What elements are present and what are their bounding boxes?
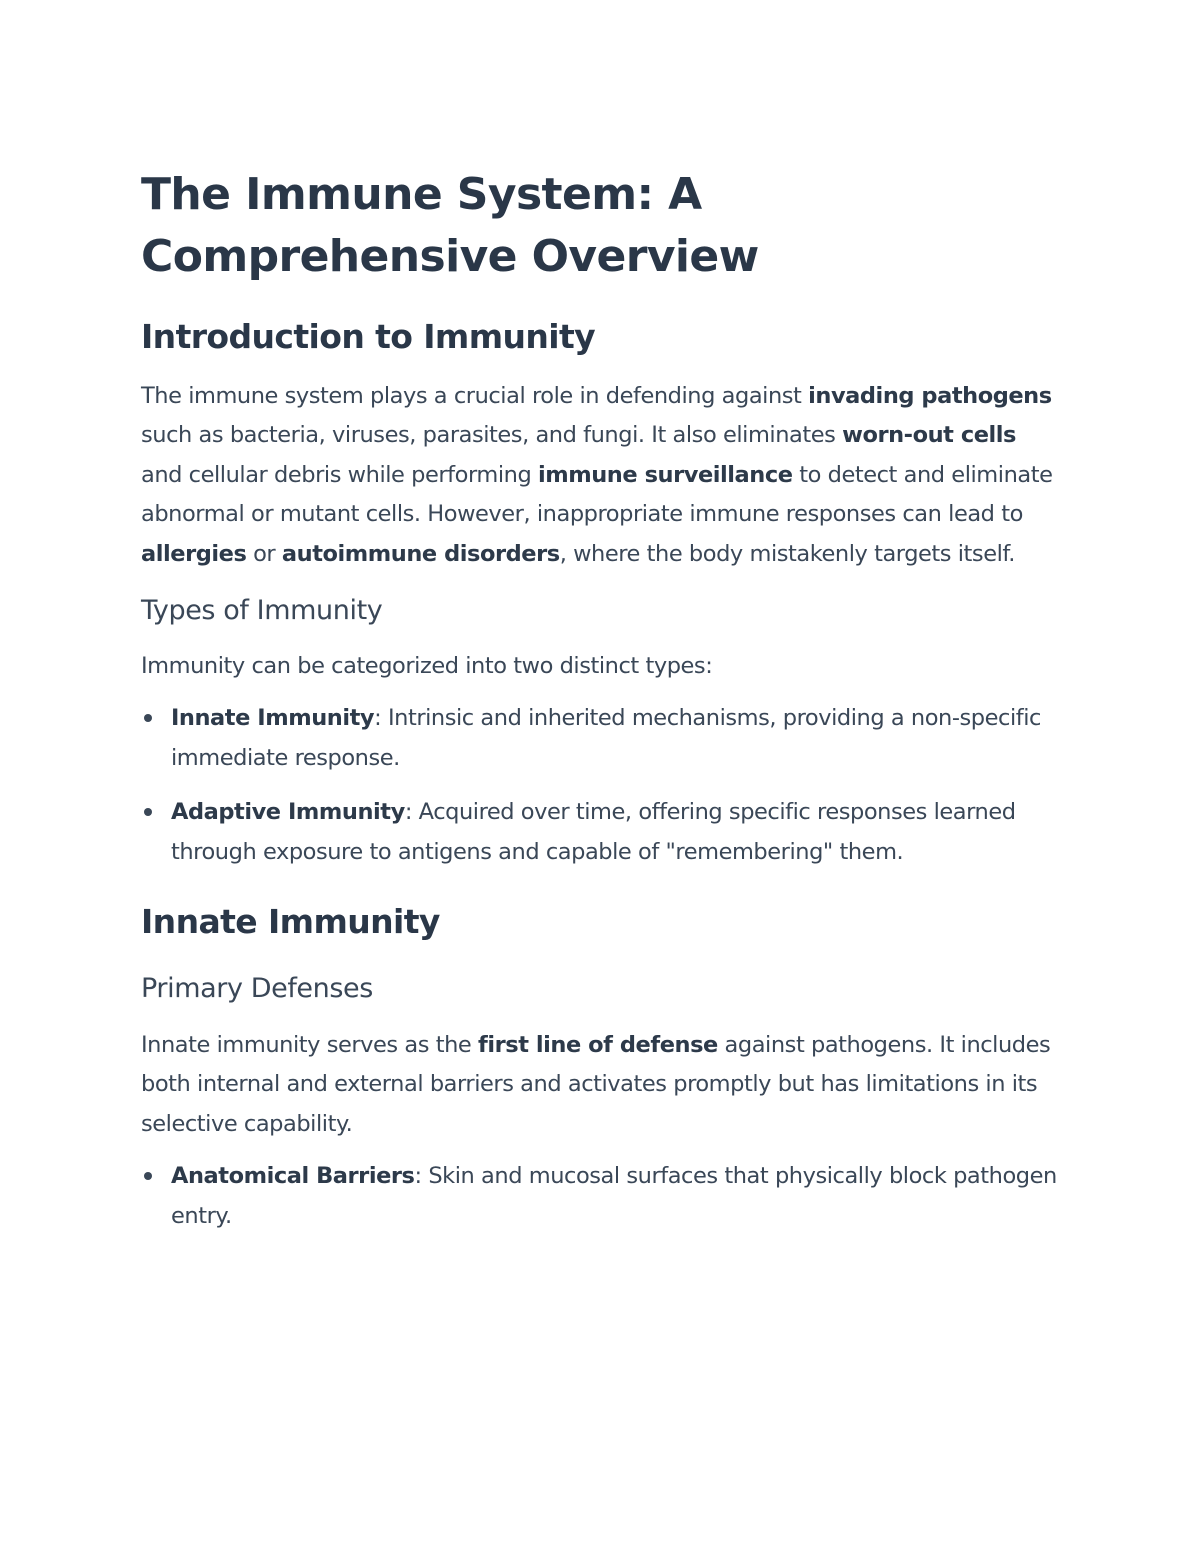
intro-paragraph <box>141 377 1060 574</box>
text-run: , where the body mistakenly targets itself. <box>559 540 1015 567</box>
heading-innate-immunity: Innate Immunity <box>141 902 440 942</box>
bullet-icon <box>144 1172 152 1180</box>
types-list <box>141 699 1060 872</box>
text-run: The immune system plays a crucial role in defending against <box>141 383 809 409</box>
text-run: against pathogens. It includes both internal and external barriers and activates promptly but has limitations in its selective capability. <box>141 1032 1051 1137</box>
innate-list <box>141 1157 1060 1236</box>
list-item-desc: : Acquired over time, offering specific responses learned through exposure to antigens and capable of "remembering" them. <box>171 799 1016 865</box>
bold-term: first line of defense <box>478 1032 718 1059</box>
text-run: Innate immunity serves as the <box>141 1032 478 1059</box>
document-title: The Immune System: A Comprehensive Overview <box>141 169 759 282</box>
bullet-icon <box>144 714 152 722</box>
bold-term: invading pathogens <box>808 383 1052 409</box>
list-item <box>141 699 1060 778</box>
heading-introduction: Introduction to Immunity <box>141 317 596 356</box>
heading-primary-defenses: Primary Defenses <box>141 973 373 1005</box>
text-run: and cellular debris while performing <box>141 461 538 488</box>
bold-term: immune surveillance <box>537 461 793 488</box>
list-item <box>141 793 1060 872</box>
heading-types-of-immunity: Types of Immunity <box>141 595 383 627</box>
list-item-term: Anatomical Barriers <box>171 1163 415 1190</box>
innate-paragraph <box>141 1026 1060 1144</box>
list-item-desc: : Intrinsic and inherited mechanisms, providing a non-specific immediate response. <box>171 705 1041 771</box>
list-item-term: Innate Immunity <box>171 705 375 732</box>
list-item-term: Adaptive Immunity <box>171 799 405 826</box>
list-item <box>141 1157 1060 1236</box>
list-item-desc: : Skin and mucosal surfaces that physically block pathogen entry. <box>171 1163 1057 1229</box>
text-run: to detect and eliminate abnormal or mutant cells. However, inappropriate immune responses can lead to <box>141 461 1053 528</box>
types-intro-text: Immunity can be categorized into two distinct types: <box>141 653 713 680</box>
text-run: or <box>246 540 282 567</box>
bold-term: worn-out cells <box>842 422 1017 449</box>
bold-term: autoimmune disorders <box>281 540 560 567</box>
bullet-icon <box>144 808 152 816</box>
bold-term: allergies <box>141 540 247 567</box>
text-run: such as bacteria, viruses, parasites, and fungi. It also eliminates <box>141 422 843 449</box>
